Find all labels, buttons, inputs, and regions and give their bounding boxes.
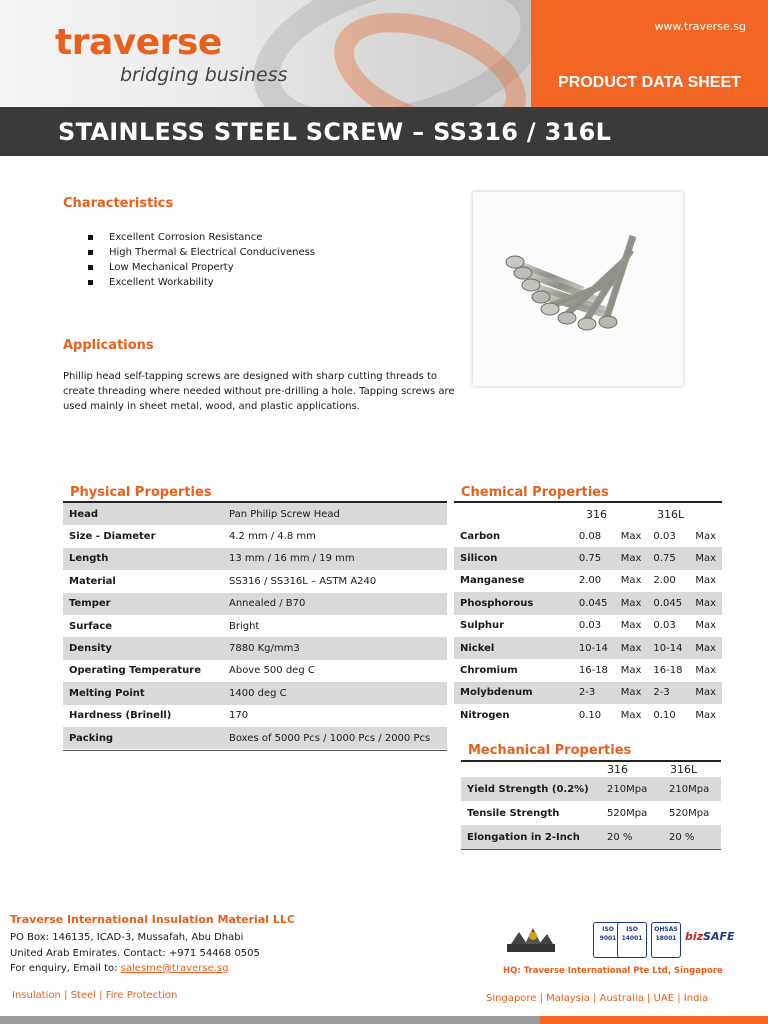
bizsafe-logo: bizSAFE	[685, 930, 735, 943]
element-name: Manganese	[460, 575, 525, 587]
limit-316: Max	[620, 620, 642, 632]
logo-word: traverse	[55, 22, 222, 63]
value-316l: 210Mpa	[663, 777, 721, 801]
column-header-316: 316	[607, 763, 628, 776]
element-name: Chromium	[460, 665, 518, 677]
limit-316l: Max	[689, 547, 722, 569]
table-row	[63, 727, 447, 749]
address-line: United Arab Emirates. Contact: +971 54468 0505	[10, 947, 260, 959]
value-316l: 520Mpa	[669, 807, 710, 819]
product-photo	[473, 192, 683, 386]
value-316: 0.045	[573, 592, 615, 614]
table-row	[461, 801, 721, 825]
enquiry-label: For enquiry, Email to:	[10, 963, 121, 974]
header-orange-panel	[531, 0, 768, 107]
footer-bar-accent	[540, 1016, 768, 1024]
table-row	[454, 637, 722, 659]
email-link[interactable]: salesme@traverse.sg	[120, 963, 229, 974]
divider	[461, 849, 721, 850]
limit-316l: Max	[695, 620, 716, 632]
value-316l: 0.75	[647, 547, 689, 569]
table-row	[63, 525, 447, 547]
value-316: 0.08	[578, 530, 602, 542]
property-name: Operating Temperature	[69, 665, 202, 677]
limit-316l: Max	[695, 709, 716, 721]
characteristics-heading: Characteristics	[63, 196, 174, 211]
value-316: 16-18	[578, 665, 608, 677]
table-row	[454, 547, 722, 569]
certification-logos	[505, 918, 735, 962]
table-row	[63, 660, 447, 682]
property-value: Boxes of 5000 Pcs / 1000 Pcs / 2000 Pcs	[223, 727, 447, 749]
limit-316l: Max	[689, 682, 722, 704]
title-bar	[0, 107, 768, 156]
sheet-type-label: PRODUCT DATA SHEET	[558, 74, 741, 91]
limit-316: Max	[615, 547, 648, 569]
website-link[interactable]: www.traverse.sg	[654, 20, 746, 33]
table-row	[63, 593, 447, 615]
physical-heading: Physical Properties	[70, 485, 212, 500]
footer-countries: Singapore | Malaysia | Australia | UAE | India	[486, 993, 709, 1004]
characteristics-list	[88, 230, 315, 290]
limit-316l: Max	[689, 637, 722, 659]
award-logo-icon	[505, 926, 557, 958]
limit-316l: Max	[695, 530, 716, 542]
ohsas-18001-icon: OHSAS 18001	[651, 922, 681, 958]
value-316: 2-3	[573, 682, 615, 704]
chemical-heading: Chemical Properties	[461, 485, 609, 500]
address-line: PO Box: 146135, ICAD-3, Mussafah, Abu Dhabi	[10, 932, 244, 943]
footer-products: Insulation | Steel | Fire Protection	[12, 990, 178, 1001]
footer-company-name: Traverse International Insulation Material LLC	[10, 913, 295, 926]
limit-316l: Max	[695, 575, 716, 587]
value-316: 20 %	[601, 825, 663, 849]
value-316: 210Mpa	[601, 777, 663, 801]
iso-14001-icon: ISO 14001	[617, 922, 647, 958]
limit-316: Max	[620, 575, 642, 587]
physical-table	[63, 503, 447, 749]
table-row	[461, 777, 721, 801]
limit-316: Max	[615, 592, 648, 614]
table-row	[454, 682, 722, 704]
divider	[461, 760, 721, 762]
table-row	[461, 825, 721, 849]
table-row	[454, 525, 722, 547]
property-value: SS316 / SS316L – ASTM A240	[229, 575, 377, 587]
limit-316: Max	[615, 637, 648, 659]
property-value: 1400 deg C	[223, 682, 447, 704]
company-logo	[55, 22, 222, 63]
limit-316l: Max	[689, 592, 722, 614]
table-row	[63, 615, 447, 637]
limit-316l: Max	[695, 665, 716, 677]
element-name: Sulphur	[460, 620, 505, 632]
footer-address	[10, 930, 260, 977]
limit-316: Max	[620, 709, 642, 721]
property-name: Temper	[63, 593, 223, 615]
iso-9001-icon: ISO 9001	[593, 922, 623, 958]
limit-316: Max	[620, 530, 642, 542]
element-name: Nitrogen	[460, 709, 510, 721]
list-item: Excellent Workability	[88, 275, 315, 290]
property-name: Tensile Strength	[467, 807, 560, 819]
value-316l: 10-14	[647, 637, 689, 659]
footer-bar	[0, 1016, 540, 1024]
value-316l: 20 %	[663, 825, 721, 849]
table-row	[454, 615, 722, 637]
table-row	[63, 682, 447, 704]
value-316l: 0.03	[653, 530, 676, 542]
value-316: 0.10	[578, 709, 602, 721]
column-header-316l: 316L	[670, 763, 698, 776]
mechanical-heading: Mechanical Properties	[468, 743, 632, 758]
table-row	[454, 592, 722, 614]
element-name: Phosphorous	[454, 592, 573, 614]
property-name: Elongation in 2-Inch	[461, 825, 601, 849]
value-316: 0.75	[573, 547, 615, 569]
value-316l: 2.00	[653, 575, 676, 587]
property-value: 7880 Kg/mm3	[223, 637, 447, 659]
list-item: High Thermal & Electrical Conduciveness	[88, 245, 315, 260]
property-name: Hardness (Brinell)	[69, 710, 172, 722]
table-row	[63, 503, 447, 525]
property-value: 170	[229, 710, 249, 722]
list-item: Low Mechanical Property	[88, 260, 315, 275]
value-316l: 0.03	[653, 620, 676, 632]
element-name: Silicon	[454, 547, 573, 569]
element-name: Nickel	[454, 637, 573, 659]
enquiry-line	[10, 961, 260, 977]
table-row	[63, 705, 447, 727]
property-name: Yield Strength (0.2%)	[461, 777, 601, 801]
value-316l: 0.045	[647, 592, 689, 614]
mechanical-table	[461, 777, 721, 849]
table-row	[63, 637, 447, 659]
property-value: 4.2 mm / 4.8 mm	[229, 531, 316, 543]
limit-316: Max	[620, 665, 642, 677]
value-316: 0.03	[578, 620, 602, 632]
page-title: STAINLESS STEEL SCREW – SS316 / 316L	[58, 118, 612, 146]
property-value: Annealed / B70	[223, 593, 447, 615]
element-name: Carbon	[460, 530, 501, 542]
divider	[454, 501, 722, 503]
value-316l: 16-18	[653, 665, 683, 677]
table-row	[63, 570, 447, 592]
table-row	[63, 548, 447, 570]
property-name: Head	[63, 503, 223, 525]
property-value: 13 mm / 16 mm / 19 mm	[223, 548, 447, 570]
applications-text: Phillip head self-tapping screws are designed with sharp cutting threads to create threading where needed without pre-drilling a hole. Tapping screws are used mainly in sheet metal, wood, and plastic applications.	[63, 371, 455, 412]
property-value: Pan Philip Screw Head	[223, 503, 447, 525]
property-name: Density	[63, 637, 223, 659]
element-name: Molybdenum	[454, 682, 573, 704]
column-header-316l: 316L	[657, 508, 685, 521]
property-value: Above 500 deg C	[229, 665, 315, 677]
value-316l: 0.10	[653, 709, 676, 721]
chemical-table	[454, 525, 722, 727]
property-name: Size - Diameter	[69, 531, 156, 543]
value-316: 10-14	[573, 637, 615, 659]
applications-heading: Applications	[63, 338, 154, 353]
header-banner	[0, 0, 531, 107]
property-name: Packing	[63, 727, 223, 749]
hq-address: HQ: Traverse International Pte Ltd, Singapore	[503, 966, 723, 976]
list-item: Excellent Corrosion Resistance	[88, 230, 315, 245]
table-row	[454, 659, 722, 681]
value-316: 2.00	[578, 575, 602, 587]
property-name: Material	[69, 575, 116, 587]
property-name: Length	[63, 548, 223, 570]
value-316l: 2-3	[647, 682, 689, 704]
property-name: Surface	[69, 620, 113, 632]
limit-316: Max	[615, 682, 648, 704]
logo-tagline: bridging business	[120, 64, 288, 86]
property-value: Bright	[229, 620, 260, 632]
table-row	[454, 704, 722, 726]
property-name: Melting Point	[63, 682, 223, 704]
column-header-316: 316	[586, 508, 607, 521]
divider	[63, 750, 447, 751]
value-316: 520Mpa	[607, 807, 648, 819]
table-row	[454, 570, 722, 592]
screws-image	[473, 192, 683, 386]
